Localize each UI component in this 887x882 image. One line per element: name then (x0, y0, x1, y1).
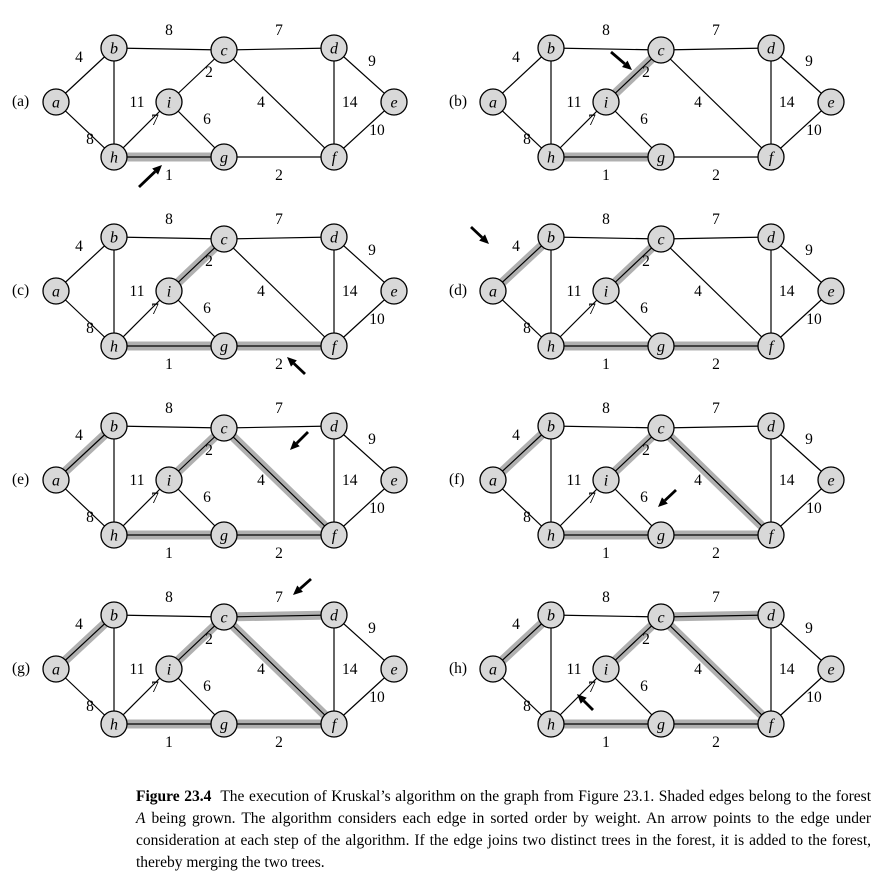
edge-weight-d-e: 9 (805, 431, 813, 448)
node-label-e: e (827, 472, 835, 490)
node-label-a: a (52, 283, 60, 301)
node-label-g: g (657, 527, 665, 545)
node-label-h: h (110, 716, 118, 734)
graph-step-f (443, 388, 880, 571)
node-label-a: a (52, 661, 60, 679)
graph-step-a (6, 10, 443, 193)
edge-weight-b-h: 11 (566, 283, 582, 300)
edge-weight-h-i: 7 (151, 679, 159, 696)
edge-weight-c-i: 2 (205, 253, 213, 270)
node-label-g: g (657, 149, 665, 167)
edge-weight-h-i: 7 (151, 112, 159, 129)
edge-weight-a-h: 8 (86, 509, 94, 526)
edge-b-c (114, 237, 224, 239)
figure-caption-label: Figure 23.4 (136, 788, 212, 805)
node-label-d: d (330, 418, 338, 436)
edge-weight-f-g: 2 (712, 545, 720, 562)
edge-weight-e-f: 10 (806, 311, 822, 328)
node-label-c: c (657, 609, 665, 627)
edge-weight-c-i: 2 (642, 631, 650, 648)
edge-weight-d-e: 9 (368, 431, 376, 448)
consideration-arrow-shaft (139, 172, 155, 187)
edge-weight-d-e: 9 (805, 242, 813, 259)
subfigure-g-label: (g) (12, 659, 31, 677)
node-label-i: i (166, 661, 172, 679)
subfigure-e (6, 388, 443, 571)
graph-step-c (6, 199, 443, 382)
edge-weight-a-h: 8 (86, 698, 94, 715)
edge-weight-a-h: 8 (523, 131, 531, 148)
edge-weight-c-d: 7 (275, 589, 283, 606)
edge-weight-d-f: 14 (779, 661, 795, 678)
node-label-i: i (603, 661, 609, 679)
edge-weight-f-g: 2 (275, 545, 283, 562)
node-label-b: b (110, 418, 118, 436)
node-label-d: d (767, 229, 775, 247)
node-label-a: a (489, 283, 497, 301)
edge-weight-a-b: 4 (75, 238, 83, 255)
edge-weight-g-h: 1 (602, 167, 610, 184)
edge-weight-c-d: 7 (275, 211, 283, 228)
node-label-c: c (220, 609, 228, 627)
edge-weight-c-f: 4 (694, 283, 702, 300)
edge-weight-c-i: 2 (205, 631, 213, 648)
edge-b-c (114, 48, 224, 50)
graph-step-e (6, 388, 443, 571)
edge-weight-g-h: 1 (165, 167, 173, 184)
edge-weight-e-f: 10 (369, 122, 385, 139)
edge-weight-a-b: 4 (512, 49, 520, 66)
node-label-b: b (547, 607, 555, 625)
edge-weight-a-b: 4 (75, 49, 83, 66)
node-label-g: g (657, 716, 665, 734)
node-label-h: h (110, 338, 118, 356)
node-label-c: c (220, 231, 228, 249)
node-label-h: h (110, 527, 118, 545)
edge-weight-a-b: 4 (512, 616, 520, 633)
edge-c-f (224, 428, 334, 535)
node-label-g: g (220, 527, 228, 545)
node-label-d: d (767, 607, 775, 625)
edge-weight-b-h: 11 (566, 472, 582, 489)
graph-step-g (6, 577, 443, 760)
edge-weight-b-c: 8 (165, 22, 173, 39)
edge-weight-b-c: 8 (602, 211, 610, 228)
edge-weight-g-i: 6 (640, 489, 648, 506)
node-label-a: a (489, 472, 497, 490)
edge-weight-g-i: 6 (203, 111, 211, 128)
node-label-d: d (767, 40, 775, 58)
node-label-i: i (603, 283, 609, 301)
edge-weight-g-h: 1 (602, 356, 610, 373)
node-label-e: e (390, 94, 398, 112)
node-label-e: e (390, 661, 398, 679)
node-label-h: h (547, 716, 555, 734)
edge-weight-b-c: 8 (602, 22, 610, 39)
edge-weight-h-i: 7 (151, 490, 159, 507)
edge-weight-d-e: 9 (368, 620, 376, 637)
edge-c-d (661, 48, 771, 50)
edge-weight-e-f: 10 (369, 689, 385, 706)
figure-caption (136, 786, 871, 875)
node-label-b: b (110, 607, 118, 625)
edge-weight-b-h: 11 (129, 661, 145, 678)
edge-weight-a-b: 4 (75, 427, 83, 444)
subfigure-h-label: (h) (449, 659, 468, 677)
node-label-b: b (547, 40, 555, 58)
node-label-g: g (220, 716, 228, 734)
edge-weight-e-f: 10 (369, 311, 385, 328)
edge-weight-c-d: 7 (275, 22, 283, 39)
consideration-arrow-shaft (665, 490, 676, 500)
node-label-f: f (331, 716, 337, 734)
edge-c-f (224, 239, 334, 346)
edge-weight-g-i: 6 (203, 300, 211, 317)
edge-weight-d-e: 9 (805, 620, 813, 637)
edge-weight-f-g: 2 (275, 167, 283, 184)
edge-weight-g-i: 6 (203, 489, 211, 506)
edge-weight-b-h: 11 (129, 472, 145, 489)
edge-weight-h-i: 7 (588, 301, 596, 318)
edge-weight-a-h: 8 (523, 698, 531, 715)
edge-weight-c-f: 4 (694, 94, 702, 111)
edge-weight-a-h: 8 (523, 320, 531, 337)
edge-weight-c-i: 2 (642, 253, 650, 270)
edge-weight-b-c: 8 (165, 211, 173, 228)
graph-step-b (443, 10, 880, 193)
edge-weight-d-f: 14 (779, 283, 795, 300)
edge-weight-g-h: 1 (165, 734, 173, 751)
edge-weight-c-f: 4 (257, 94, 265, 111)
graph-step-h (443, 577, 880, 760)
subfigure-c-label: (c) (12, 281, 30, 299)
edge-weight-f-g: 2 (712, 734, 720, 751)
node-label-c: c (220, 42, 228, 60)
node-label-f: f (331, 149, 337, 167)
node-label-a: a (52, 472, 60, 490)
node-label-c: c (657, 42, 665, 60)
edge-weight-e-f: 10 (806, 500, 822, 517)
edge-weight-g-h: 1 (165, 545, 173, 562)
edge-weight-d-f: 14 (779, 472, 795, 489)
node-label-b: b (547, 229, 555, 247)
edge-weight-d-e: 9 (805, 53, 813, 70)
edge-weight-f-g: 2 (275, 734, 283, 751)
node-label-d: d (330, 607, 338, 625)
edge-weight-d-f: 14 (342, 661, 358, 678)
edge-weight-a-b: 4 (512, 427, 520, 444)
edge-c-f (661, 428, 771, 535)
edge-weight-c-d: 7 (275, 400, 283, 417)
node-label-a: a (489, 94, 497, 112)
edge-weight-b-h: 11 (129, 283, 145, 300)
edge-weight-d-e: 9 (368, 242, 376, 259)
edge-b-c (114, 615, 224, 617)
node-label-f: f (768, 149, 774, 167)
graph-step-d (443, 199, 880, 382)
edge-weight-g-i: 6 (640, 678, 648, 695)
edge-weight-c-i: 2 (642, 442, 650, 459)
edge-weight-c-i: 2 (642, 64, 650, 81)
edge-c-f (224, 617, 334, 724)
figure-caption-forest-A: A (136, 810, 146, 828)
edge-weight-f-g: 2 (712, 356, 720, 373)
node-label-i: i (166, 283, 172, 301)
consideration-arrow-shaft (297, 432, 308, 443)
subfigure-f (443, 388, 880, 571)
edge-weight-d-f: 14 (342, 472, 358, 489)
consideration-arrow-shaft (294, 364, 305, 374)
edge-weight-c-d: 7 (712, 22, 720, 39)
node-label-e: e (390, 283, 398, 301)
edge-weight-c-d: 7 (712, 400, 720, 417)
edge-weight-d-f: 14 (779, 94, 795, 111)
node-label-f: f (768, 527, 774, 545)
node-label-e: e (827, 94, 835, 112)
edge-weight-d-f: 14 (342, 94, 358, 111)
node-label-i: i (603, 94, 609, 112)
edge-c-d (661, 426, 771, 428)
node-label-c: c (657, 420, 665, 438)
edge-weight-d-e: 9 (368, 53, 376, 70)
edge-weight-b-c: 8 (165, 589, 173, 606)
node-label-g: g (220, 149, 228, 167)
edge-c-f (661, 239, 771, 346)
edge-weight-e-f: 10 (806, 122, 822, 139)
subfigure-d-label: (d) (449, 281, 468, 299)
figure-caption-text-2: being grown. The algorithm considers each edge in sorted order by weight. An arrow points to the edge under consideration at each step of the algorithm. If the edge joins two distinct trees in the forest, it is added to the forest, thereby merging the two trees. (136, 810, 871, 872)
node-label-d: d (330, 229, 338, 247)
node-label-a: a (52, 94, 60, 112)
consideration-arrow-shaft (611, 52, 625, 64)
edge-weight-b-c: 8 (602, 400, 610, 417)
node-label-i: i (603, 472, 609, 490)
edge-b-c (551, 48, 661, 50)
node-label-f: f (331, 338, 337, 356)
edge-c-f (661, 50, 771, 157)
subfigure-b (443, 10, 880, 193)
consideration-arrow-shaft (471, 227, 482, 237)
node-label-f: f (768, 716, 774, 734)
edge-weight-c-i: 2 (205, 442, 213, 459)
edge-weight-b-h: 11 (129, 94, 145, 111)
edge-weight-c-f: 4 (694, 661, 702, 678)
node-label-f: f (331, 527, 337, 545)
edge-weight-g-i: 6 (203, 678, 211, 695)
node-label-e: e (390, 472, 398, 490)
edge-weight-c-i: 2 (205, 64, 213, 81)
edge-c-d (224, 48, 334, 50)
node-label-i: i (166, 472, 172, 490)
edge-weight-c-d: 7 (712, 589, 720, 606)
node-label-d: d (767, 418, 775, 436)
edge-b-c (551, 237, 661, 239)
node-label-i: i (166, 94, 172, 112)
edge-c-f (661, 617, 771, 724)
node-label-c: c (220, 420, 228, 438)
subfigure-g (6, 577, 443, 760)
edge-weight-d-f: 14 (342, 283, 358, 300)
subfigure-c (6, 199, 443, 382)
edge-b-c (114, 426, 224, 428)
edge-weight-g-h: 1 (165, 356, 173, 373)
consideration-arrow-shaft (584, 701, 593, 710)
edge-c-d (224, 237, 334, 239)
node-label-a: a (489, 661, 497, 679)
edge-weight-a-h: 8 (86, 131, 94, 148)
node-label-b: b (547, 418, 555, 436)
edge-weight-a-b: 4 (75, 616, 83, 633)
subfigure-b-label: (b) (449, 92, 468, 110)
subfigure-h (443, 577, 880, 760)
edge-weight-c-f: 4 (257, 661, 265, 678)
subfigure-a (6, 10, 443, 193)
edge-weight-b-h: 11 (566, 661, 582, 678)
node-label-f: f (768, 338, 774, 356)
edge-weight-e-f: 10 (806, 689, 822, 706)
edge-b-c (551, 615, 661, 617)
node-label-h: h (547, 527, 555, 545)
edge-weight-a-h: 8 (86, 320, 94, 337)
edge-weight-g-h: 1 (602, 545, 610, 562)
edge-weight-g-i: 6 (640, 300, 648, 317)
subfigure-e-label: (e) (12, 470, 30, 488)
node-label-c: c (657, 231, 665, 249)
edge-weight-h-i: 7 (588, 490, 596, 507)
edge-weight-b-c: 8 (165, 400, 173, 417)
node-label-d: d (330, 40, 338, 58)
edge-c-d (661, 237, 771, 239)
node-label-e: e (827, 283, 835, 301)
node-label-b: b (110, 229, 118, 247)
figure-caption-text-1: The execution of Kruskal’s algorithm on the graph from Figure 23.1. Shaded edges belong to the forest (220, 788, 872, 805)
edge-weight-b-c: 8 (602, 589, 610, 606)
edge-weight-c-f: 4 (257, 283, 265, 300)
edge-weight-f-g: 2 (712, 167, 720, 184)
edge-weight-g-i: 6 (640, 111, 648, 128)
consideration-arrow-shaft (300, 579, 311, 589)
subfigure-a-label: (a) (12, 92, 30, 110)
edge-weight-h-i: 7 (151, 301, 159, 318)
node-label-g: g (657, 338, 665, 356)
edge-weight-a-h: 8 (523, 509, 531, 526)
edge-c-f (224, 50, 334, 157)
edge-weight-c-d: 7 (712, 211, 720, 228)
edge-b-c (551, 426, 661, 428)
edge-c-d (224, 426, 334, 428)
edge-weight-c-f: 4 (257, 472, 265, 489)
edge-weight-e-f: 10 (369, 500, 385, 517)
edge-weight-f-g: 2 (275, 356, 283, 373)
node-label-g: g (220, 338, 228, 356)
node-label-h: h (547, 149, 555, 167)
node-label-e: e (827, 661, 835, 679)
node-label-b: b (110, 40, 118, 58)
subfigure-d (443, 199, 880, 382)
edge-weight-a-b: 4 (512, 238, 520, 255)
node-label-h: h (110, 149, 118, 167)
subfigure-f-label: (f) (449, 470, 465, 488)
edge-weight-c-f: 4 (694, 472, 702, 489)
edge-weight-b-h: 11 (566, 94, 582, 111)
node-label-h: h (547, 338, 555, 356)
edge-weight-h-i: 7 (588, 112, 596, 129)
edge-weight-h-i: 7 (588, 679, 596, 696)
edge-weight-g-h: 1 (602, 734, 610, 751)
